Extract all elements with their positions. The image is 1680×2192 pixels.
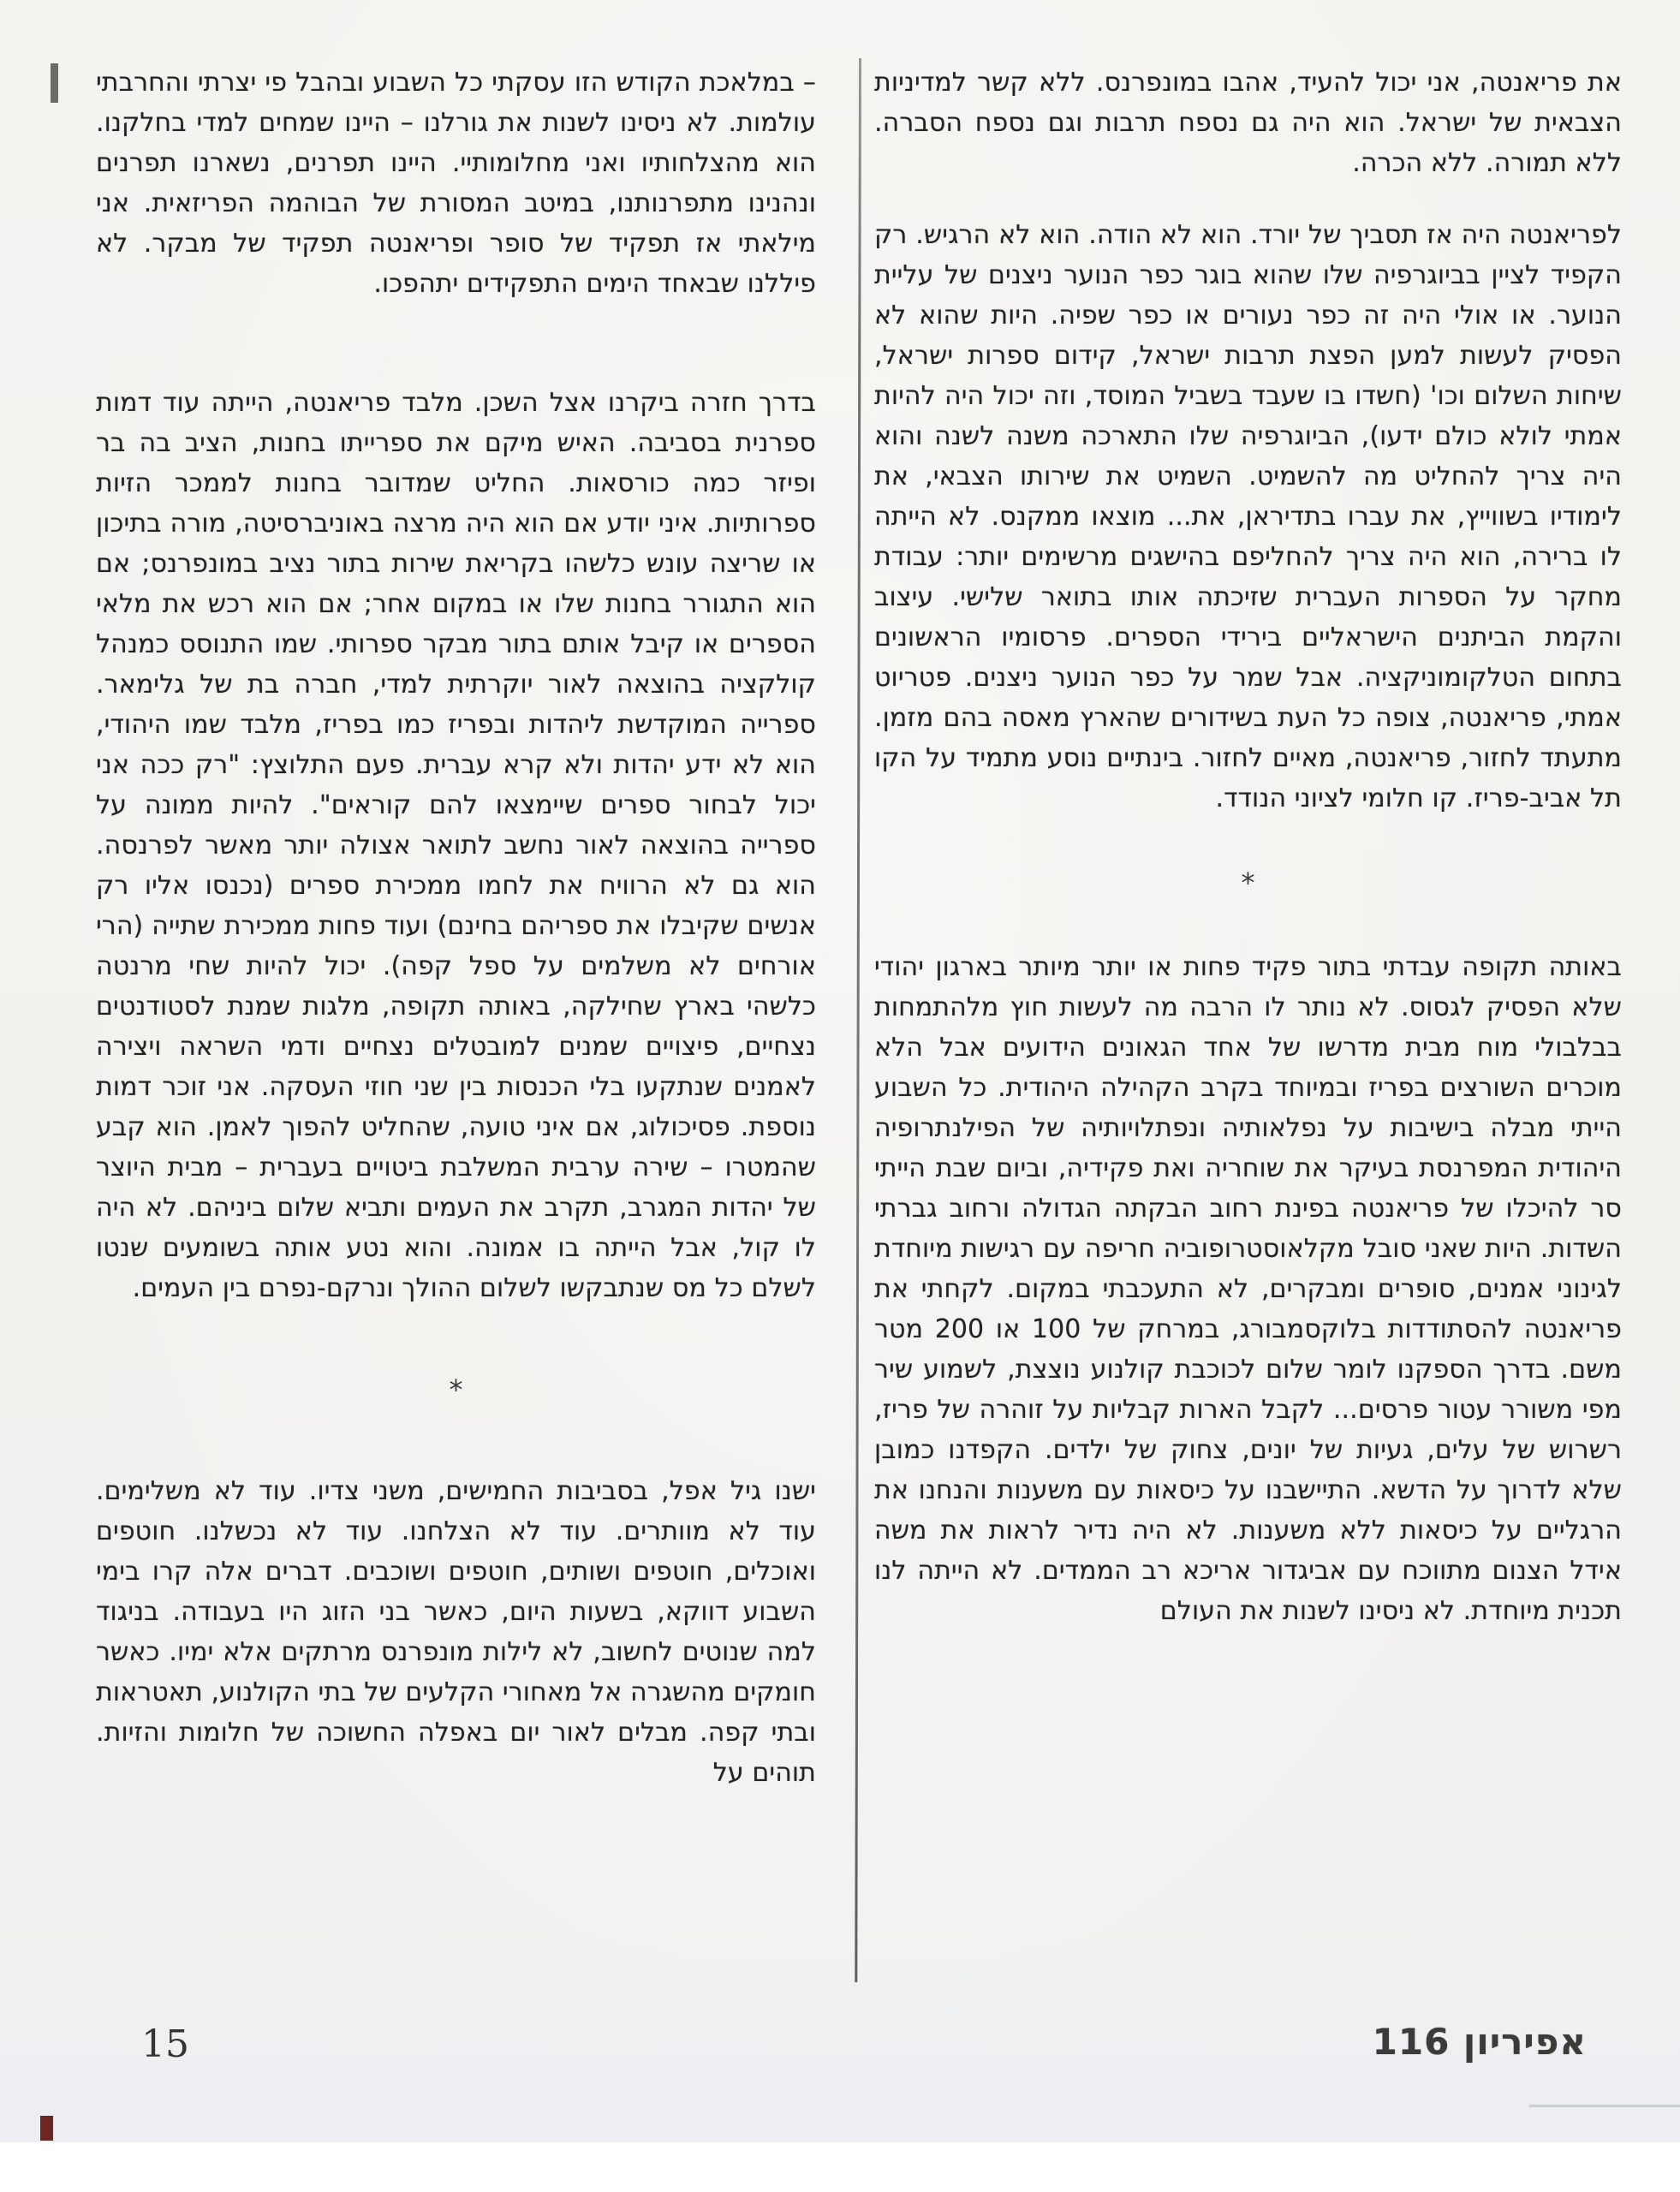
- paragraph: – במלאכת הקודש הזו עסקתי כל השבוע ובהבל פי יצרתי והחרבתי עולמות. לא ניסינו לשנות את גורלנו – היינו שמחים למדי בחלקנו. הוא מהצלחותיו ואני מחלומותיי. היינו תפרנים, נשארנו תפרנים ונהנינו מתפרנותנו, במיטב המסורת של הבוהמה הפריזאית. אני מילאתי אז תפקיד של סופר ופריאנטה תפקיד של מבקר. לא פיללנו שבאחד הימים התפקידים יתהפכו.: [96, 68, 816, 299]
- text-column-left: [96, 63, 816, 1793]
- column-divider-rule: [855, 58, 861, 1982]
- paragraph: את פריאנטה, אני יכול להעיד, אהבו במונפרנס. ללא קשר למדיניות הצבאית של ישראל. הוא היה גם נספח תרבות וגם נספח הסברה. ללא תמורה. ללא הכרה.: [874, 68, 1622, 178]
- page-number: 15: [141, 2022, 189, 2066]
- scan-artifact-edge-mark: [51, 63, 58, 103]
- paragraph: באותה תקופה עבדתי בתור פקיד פחות או יותר מיותר בארגון יהודי שלא הפסיק לגסוס. לא נותר לו הרבה מה לעשות חוץ מלהתמחות בבלבולי מוח מבית מדרשו של אחד הגאונים הידועים אבל הלא מוכרים השורצים בפריז ובמיוחד בקרב הקהילה היהודית. כל השבוע הייתי מבלה בישיבות על נפלאותיה ונפתלויותיה של הפילנתרופיה היהודית המפרנסת בעיקר את שוחריה ואת פקידיה, וביום שבת הייתי סר להיכלו של פריאנטה בפינת רחוב הבקתה הגדולה ורחוב גברתי השדות. היות שאני סובל מקלאוסטרופוביה חריפה עם רגישות מיוחדת לגינוני אמנים, סופרים ומבקרים, לא התעכבתי במקום. לקחתי את פריאנטה להסתודדות בלוקסמבורג, במרחק של 100 או 200 מטר משם. בדרך הספקנו לומר שלום לכוכבת קולנוע נוצצת, לשמוע שיר מפי משורר עטור פרסים... לקבל הארות קבליות על זוהרה של פריז, רשרוש של עלים, געיות של יונים, צחוק של ילדים. הקפדנו כמובן שלא לדרוך על הדשא. התיישבנו על כיסאות עם משענות והנחנו את הרגליים על כיסאות ללא משענות. לא היה נדיר לראות את משה אידל הצנום מתווכח עם אביגדור אריכא רב הממדים. לא הייתה לנו תכנית מיוחדת. לא ניסינו לשנות את העולם: [874, 952, 1623, 1626]
- paragraph: ישנו גיל אפל, בסביבות החמישים, משני צדיו. עוד לא משלימים. עוד לא מוותרים. עוד לא הצלחנו. עוד לא נכשלנו. חוטפים ואוכלים, חוטפים ושותים, חוטפים ושוכבים. דברים אלה קרו בימי השבוע דווקא, בשעות היום, כאשר בני הזוג היו בעבודה. בניגוד למה שנוטים לחשוב, לא לילות מונפרנס מרתקים אלא ימיו. כאשר חומקים מהשגרה אל מאחורי הקלעים של בתי הקולנוע, תאטראות ובתי קפה. מבלים לאור יום באפלה החשוכה של חלומות והזיות. תוהים על: [96, 1476, 816, 1788]
- paragraph: לפריאנטה היה אז תסביך של יורד. הוא לא הודה. הוא לא הרגיש. רק הקפיד לציין בביוגרפיה שלו שהוא בוגר כפר הנוער ניצנים של עליית הנוער. או אולי היה זה כפר נעורים או כפר שפיה. היות שהוא לא הפסיק לעשות למען הפצת תרבות ישראל, קידום ספרות ישראל, שיחות השלום וכו' (חשדו בו שעבד בשביל המוסד, וזה יכול היה להיות אמתי לולא כולם ידעו), הביוגרפיה שלו התארכה משנה לשנה והוא היה צריך להחליט מה להשמיט. השמיט את שירותו הצבאי, את לימודיו בשווייץ, את עברו בתדיראן, את... מוצאו ממקנס. לא הייתה לו ברירה, הוא היה צריך להחליפם בהישגים מרשימים יותר: עבודת מחקר על הספרות העברית שזיכתה אותו בתואר שלישי. עיצוב והקמת הביתנים הישראליים בירידי הספרים. פרסומיו הראשונים בתחום הטלקומוניקציה. אבל שמר על כפר הנוער ניצנים. פטריוט אמתי, פריאנטה, צופה כל העת בשידורים שהארץ מאסה בהם מזמן. מתעתד לחזור, פריאנטה, מאיים לחזור. בינתיים נוסע מתמיד על הקו תל אביב-פריז. קו חלומי לציוני הנודד.: [874, 220, 1622, 813]
- asterisk-separator: *: [1241, 866, 1255, 899]
- paragraph: בדרך חזרה ביקרנו אצל השכן. מלבד פריאנטה, הייתה עוד דמות ספרנית בסביבה. האיש מיקם את ספרייתו בחנות, הציב בה בר ופיזר כמה כורסאות. החליט שמדובר בחנות לממכר הזיות ספרותיות. איני יודע אם הוא היה מרצה באוניברסיטה, מורה בתיכון או שריצה עונש כלשהו בקריאת שירות בתור נציב במונפרנס; אם הוא התגורר בחנות שלו או במקום אחר; אם הוא רכש את מלאי הספרים או קיבל אותם בתור מבקר ספרותי. שמו התנוסס כמנהל קולקציה בהוצאה לאור יוקרתית למדי, חברה בת של גלימאר. ספרייה המוקדשת ליהדות ובפריז כמו בפריז, מלבד שמו היהודי, הוא לא ידע יהדות ולא קרא עברית. פעם התלוצץ: "רק ככה אני יכול לבחור ספרים שיימצאו להם קוראים". להיות ממונה על ספרייה בהוצאה לאור נחשב לתואר אצולה יותר מאשר לפרנסה. הוא גם לא הרוויח את לחמו ממכירת ספרים (נכנסו אליו רק אנשים שקיבלו את ספריהם בחינם) ועוד פחות ממכירת שתייה (הרי אורחים לא משלמים על ספל קפה). יכול להיות שחי מרנטה כלשהי בארץ שחילקה, באותה תקופה, מלגות שמנת לסטודנטים נצחיים, פיצויים שמנים למובטלים נצחיים ודמי השראה ויצירה לאמנים שנתקעו בלי הכנסות בין שני חוזי העסקה. אני זוכר דמות נוספת. פסיכולוג, אם איני טועה, שהחליט להפוך לאמן. הוא קבע שהמטרו – שירה ערבית המשלבת ביטויים בעברית – מבית היוצר של יהדות המגרב, תקרב את העמים ותביא שלום ביניהם. לא היה לו קול, אבל הייתה בו אמונה. והוא נטע אותה בשומעים שנטו לשלם כל מס שנתבקשו לשלום ההולך ונרקם-נפרם בין העמים.: [96, 388, 816, 1303]
- scan-artifact-red-mark: [40, 2116, 53, 2141]
- scan-bottom-margin: [0, 2142, 1680, 2192]
- asterisk-separator: *: [449, 1373, 463, 1406]
- journal-footer: אפיריון 116: [1372, 2021, 1587, 2063]
- text-column-right: [874, 63, 1622, 1631]
- footer-rule: [1529, 2105, 1680, 2107]
